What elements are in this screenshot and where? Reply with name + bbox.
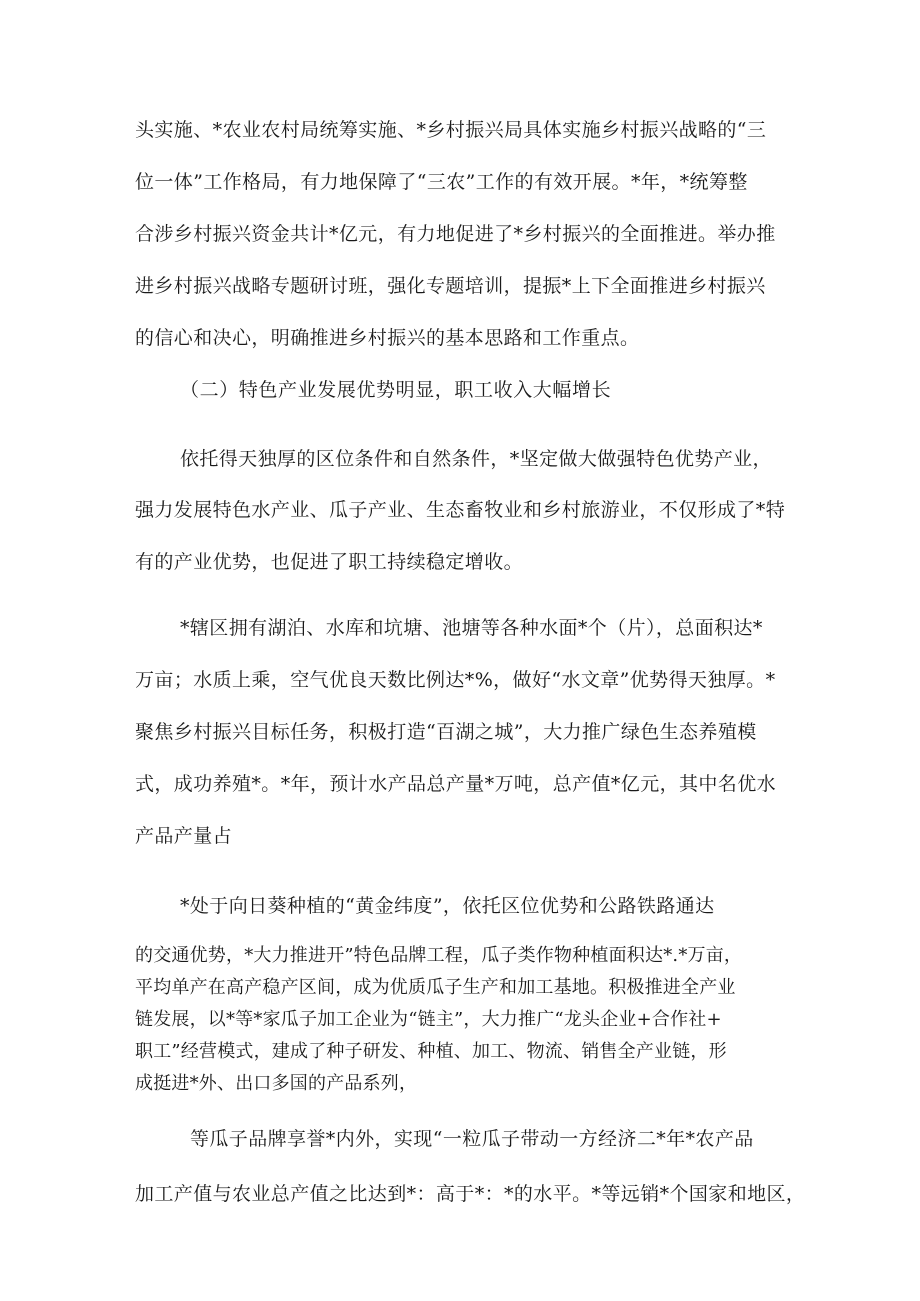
para4-line-5: 职工”经营模式，建成了种子研发、种植、加工、物流、销售全产业链，形 xyxy=(135,1041,727,1062)
para1-line-1: 头实施、*农业农村局统筹实施、*乡村振兴局具体实施乡村振兴战略的“三 xyxy=(135,119,767,141)
para1-line-2: 位一体”工作格局，有力地保障了“三农”工作的有效开展。*年，*统筹整 xyxy=(135,171,748,193)
para5-line-1: 等瓜子品牌享誉*内外，实现“一粒瓜子带动一方经济二*年*农产品 xyxy=(190,1128,754,1150)
section-heading: （二）特色产业发展优势明显，职工收入大幅增长 xyxy=(180,379,612,401)
para3-line-1: *辖区拥有湖泊、水库和坑塘、池塘等各种水面*个（片），总面积达* xyxy=(180,617,763,639)
para2-line-2: 强力发展特色水产业、瓜子产业、生态畜牧业和乡村旅游业，不仅形成了*特 xyxy=(135,499,786,521)
para4-line-4: 链发展，以*等*家瓜子加工企业为“链主”，大力推广“龙头企业+合作社+ xyxy=(135,1009,722,1030)
para4-line-2: 的交通优势，*大力推进开”特色品牌工程，瓜子类作物种植面积达*.*万亩， xyxy=(135,945,743,966)
para2-line-3: 有的产业优势，也促进了职工持续稳定增收。 xyxy=(135,551,524,573)
para3-line-2: 万亩；水质上乘，空气优良天数比例达*%，做好“水文章”优势得天独厚。* xyxy=(135,669,776,691)
para3-line-3: 聚焦乡村振兴目标任务，积极打造“百湖之城”，大力推广绿色生态养殖模 xyxy=(135,721,757,743)
para4-line-1: *处于向日葵种植的“黄金纬度”，依托区位优势和公路铁路通达 xyxy=(180,895,715,917)
para4-line-6: 成挺进*外、出口多国的产品系列， xyxy=(135,1073,418,1094)
para5-line-2: 加工产值与农业总产值之比达到*：高于*：*的水平。*等远销*个国家和地区， xyxy=(135,1183,806,1205)
para1-line-5: 的信心和决心，明确推进乡村振兴的基本思路和工作重点。 xyxy=(135,327,640,349)
para3-line-4: 式，成功养殖*。*年，预计水产品总产量*万吨，总产值*亿元，其中名优水 xyxy=(135,773,777,795)
para1-line-4: 进乡村振兴战略专题研讨班，强化专题培训，提振*上下全面推进乡村振兴 xyxy=(135,275,766,297)
para1-line-3: 合涉乡村振兴资金共计*亿元，有力地促进了*乡村振兴的全面推进。举办推 xyxy=(135,223,776,245)
para2-line-1: 依托得天独厚的区位条件和自然条件，*坚定做大做强特色优势产业， xyxy=(180,448,772,470)
para3-line-5: 产品产量占 xyxy=(135,825,233,847)
para4-line-3: 平均单产在高产稳产区间，成为优质瓜子生产和加工基地。积极推进全产业 xyxy=(135,977,736,998)
